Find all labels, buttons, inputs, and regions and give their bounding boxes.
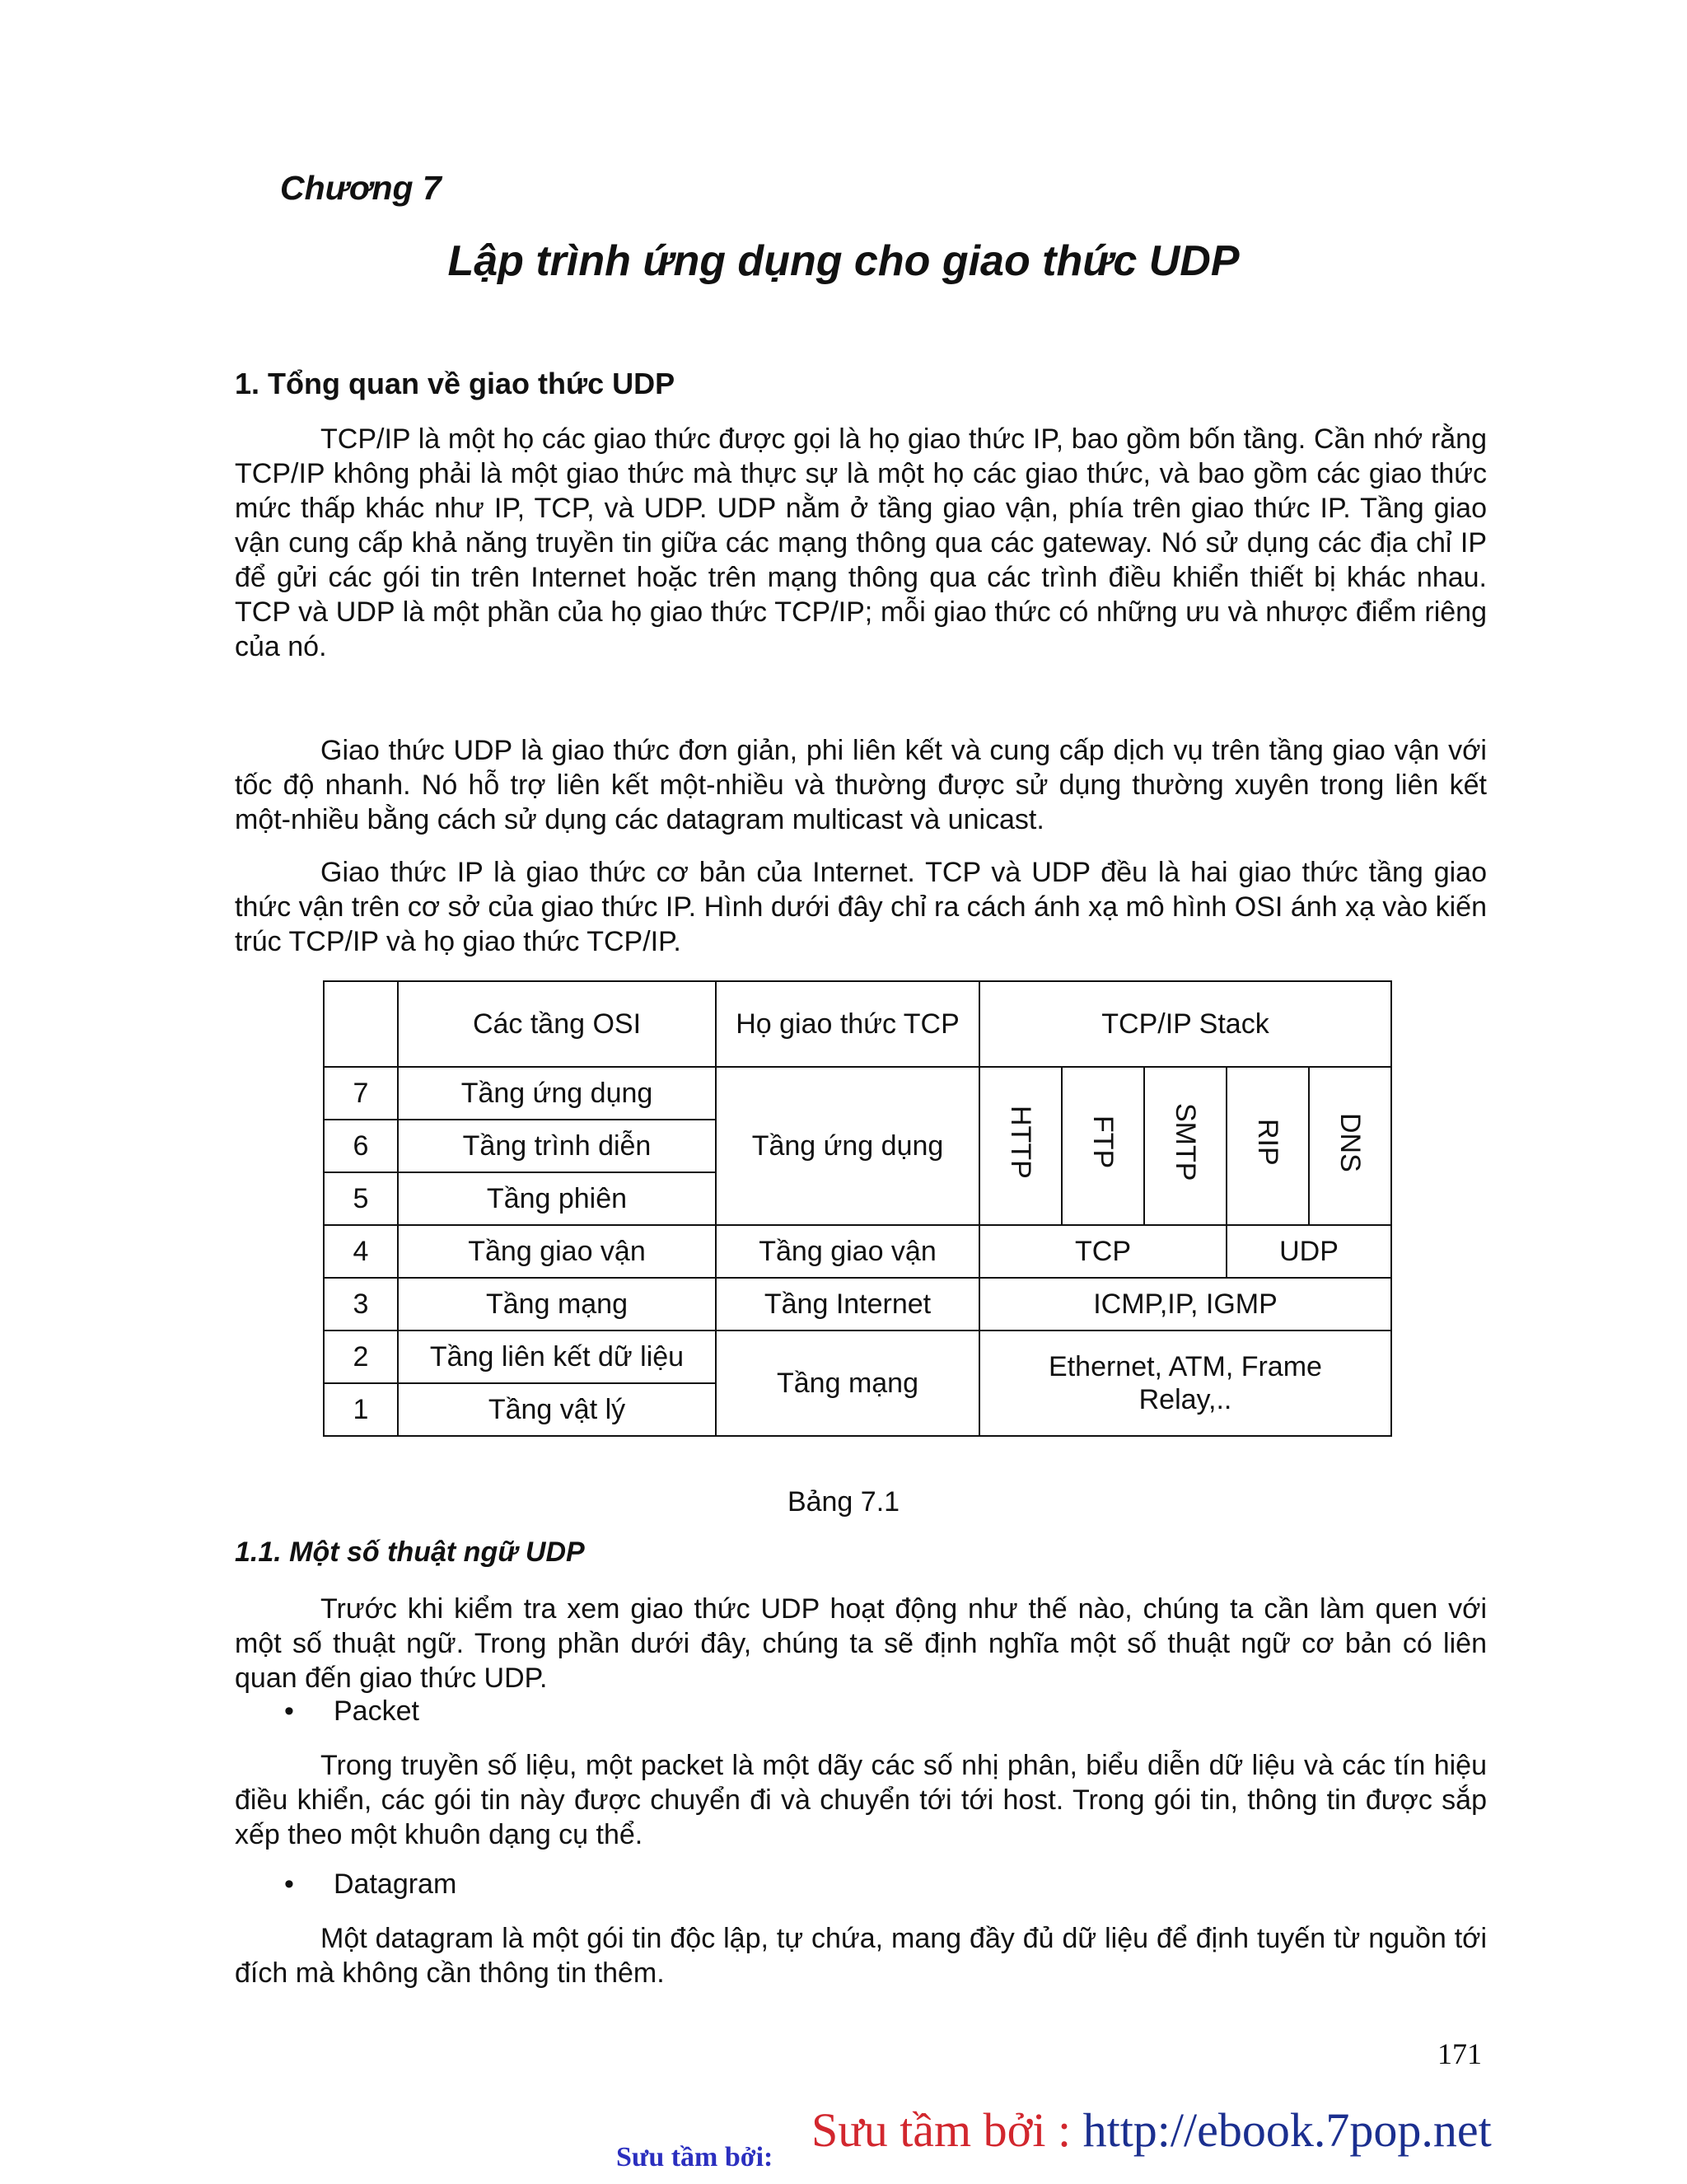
layer-number: 3 <box>324 1278 398 1331</box>
osi-layer: Tầng giao vận <box>398 1225 716 1278</box>
network-protocols: Ethernet, ATM, Frame Relay,.. <box>979 1331 1391 1436</box>
protocol-ftp: FTP <box>1062 1067 1144 1225</box>
collected-by-label: Sưu tầm bởi: <box>616 2142 773 2172</box>
table-header-empty <box>324 981 398 1067</box>
table-header-osi: Các tầng OSI <box>398 981 716 1067</box>
paragraph: Trong truyền số liệu, một packet là một dãy các số nhị phân, biểu diễn dữ liệu và các tín hiệu điều khiển, các gói tin này được chuyển đi và chuyển tới tới host. Trong gói tin, thông tin được sắp xếp theo một khuôn dạng cụ thể. <box>235 1750 1487 1850</box>
bullet-icon: • <box>284 1695 294 1727</box>
protocol-http: HTTP <box>979 1067 1062 1225</box>
page-number: 171 <box>1437 2037 1482 2070</box>
table-header-stack: TCP/IP Stack <box>979 981 1391 1067</box>
subsection-heading: 1.1. Một số thuật ngữ UDP <box>235 1536 585 1568</box>
paragraph: Trước khi kiểm tra xem giao thức UDP hoạt động như thế nào, chúng ta cần làm quen với một số thuật ngữ. Trong phần dưới đây, chúng ta sẽ định nghĩa một số thuật ngữ cơ bản có liên quan đến giao thức UDP. <box>235 1593 1487 1694</box>
layer-number: 5 <box>324 1172 398 1225</box>
table-header-tcp-family: Họ giao thức TCP <box>716 981 979 1067</box>
term-bullet <box>284 1868 456 1901</box>
protocol-tcp: TCP <box>979 1225 1227 1278</box>
layer-number: 4 <box>324 1225 398 1278</box>
term-label: Packet <box>334 1695 419 1727</box>
term-bullet <box>284 1695 419 1728</box>
layer-number: 2 <box>324 1331 398 1383</box>
protocol-smtp: SMTP <box>1144 1067 1227 1225</box>
bullet-icon: • <box>284 1868 294 1900</box>
tcp-layer-internet: Tầng Internet <box>716 1278 979 1331</box>
paragraph: Giao thức IP là giao thức cơ bản của Internet. TCP và UDP đều là hai giao thức tầng giao thức vận trên cơ sở của giao thức IP. Hình dưới đây chỉ ra cách ánh xạ mô hình OSI ánh xạ vào kiến trúc TCP/IP và họ giao thức TCP/IP. <box>235 857 1487 957</box>
layer-number: 7 <box>324 1067 398 1120</box>
table-caption: Bảng 7.1 <box>787 1486 900 1518</box>
term-label: Datagram <box>334 1868 457 1900</box>
section-heading: 1. Tổng quan về giao thức UDP <box>235 367 675 400</box>
osi-layer: Tầng mạng <box>398 1278 716 1331</box>
osi-layer: Tầng trình diễn <box>398 1120 716 1172</box>
protocol-udp: UDP <box>1227 1225 1391 1278</box>
osi-layer: Tầng vật lý <box>398 1383 716 1436</box>
watermark-url[interactable]: http://ebook.7pop.net <box>1082 2103 1492 2157</box>
tcp-layer-application: Tầng ứng dụng <box>716 1067 979 1225</box>
watermark <box>811 2102 1492 2158</box>
protocol-rip: RIP <box>1227 1067 1309 1225</box>
osi-layer: Tầng phiên <box>398 1172 716 1225</box>
osi-layer: Tầng liên kết dữ liệu <box>398 1331 716 1383</box>
osi-tcpip-table <box>323 980 1392 1437</box>
chapter-label: Chương 7 <box>280 169 442 207</box>
paragraph: Giao thức UDP là giao thức đơn giản, phi liên kết và cung cấp dịch vụ trên tầng giao vận với tốc độ nhanh. Nó hỗ trợ liên kết một-nhiều và thường được sử dụng thường xuyên trong liên kết một-nhiều bằng cách sử dụng các datagram multicast và unicast. <box>235 735 1487 835</box>
osi-layer: Tầng ứng dụng <box>398 1067 716 1120</box>
watermark-prefix: Sưu tầm bởi : <box>811 2103 1083 2157</box>
paragraph: TCP/IP là một họ các giao thức được gọi là họ giao thức IP, bao gồm bốn tầng. Cần nhớ rằng TCP/IP không phải là một giao thức mà thực sự là một họ các giao thức, và bao gồm các giao thức mức thấp khác như IP, TCP, và UDP. UDP nằm ở tầng giao vận, phía trên giao thức IP. Tầng giao vận cung cấp khả năng truyền tin giữa các mạng thông qua các gateway. Nó sử dụng các địa chỉ IP để gửi các gói tin trên Internet hoặc trên mạng thông qua các trình điều khiển thiết bị khác nhau. TCP và UDP là một phần của họ giao thức TCP/IP; mỗi giao thức có những ưu và nhược điểm riêng của nó. <box>235 423 1487 662</box>
tcp-layer-transport: Tầng giao vận <box>716 1225 979 1278</box>
tcp-layer-network: Tầng mạng <box>716 1331 979 1436</box>
layer-number: 6 <box>324 1120 398 1172</box>
layer-number: 1 <box>324 1383 398 1436</box>
internet-protocols: ICMP,IP, IGMP <box>979 1278 1391 1331</box>
chapter-title: Lập trình ứng dụng cho giao thức UDP <box>447 237 1240 285</box>
protocol-dns: DNS <box>1309 1067 1391 1225</box>
paragraph: Một datagram là một gói tin độc lập, tự chứa, mang đầy đủ dữ liệu để định tuyến từ nguồn tới đích mà không cần thông tin thêm. <box>235 1923 1487 1989</box>
